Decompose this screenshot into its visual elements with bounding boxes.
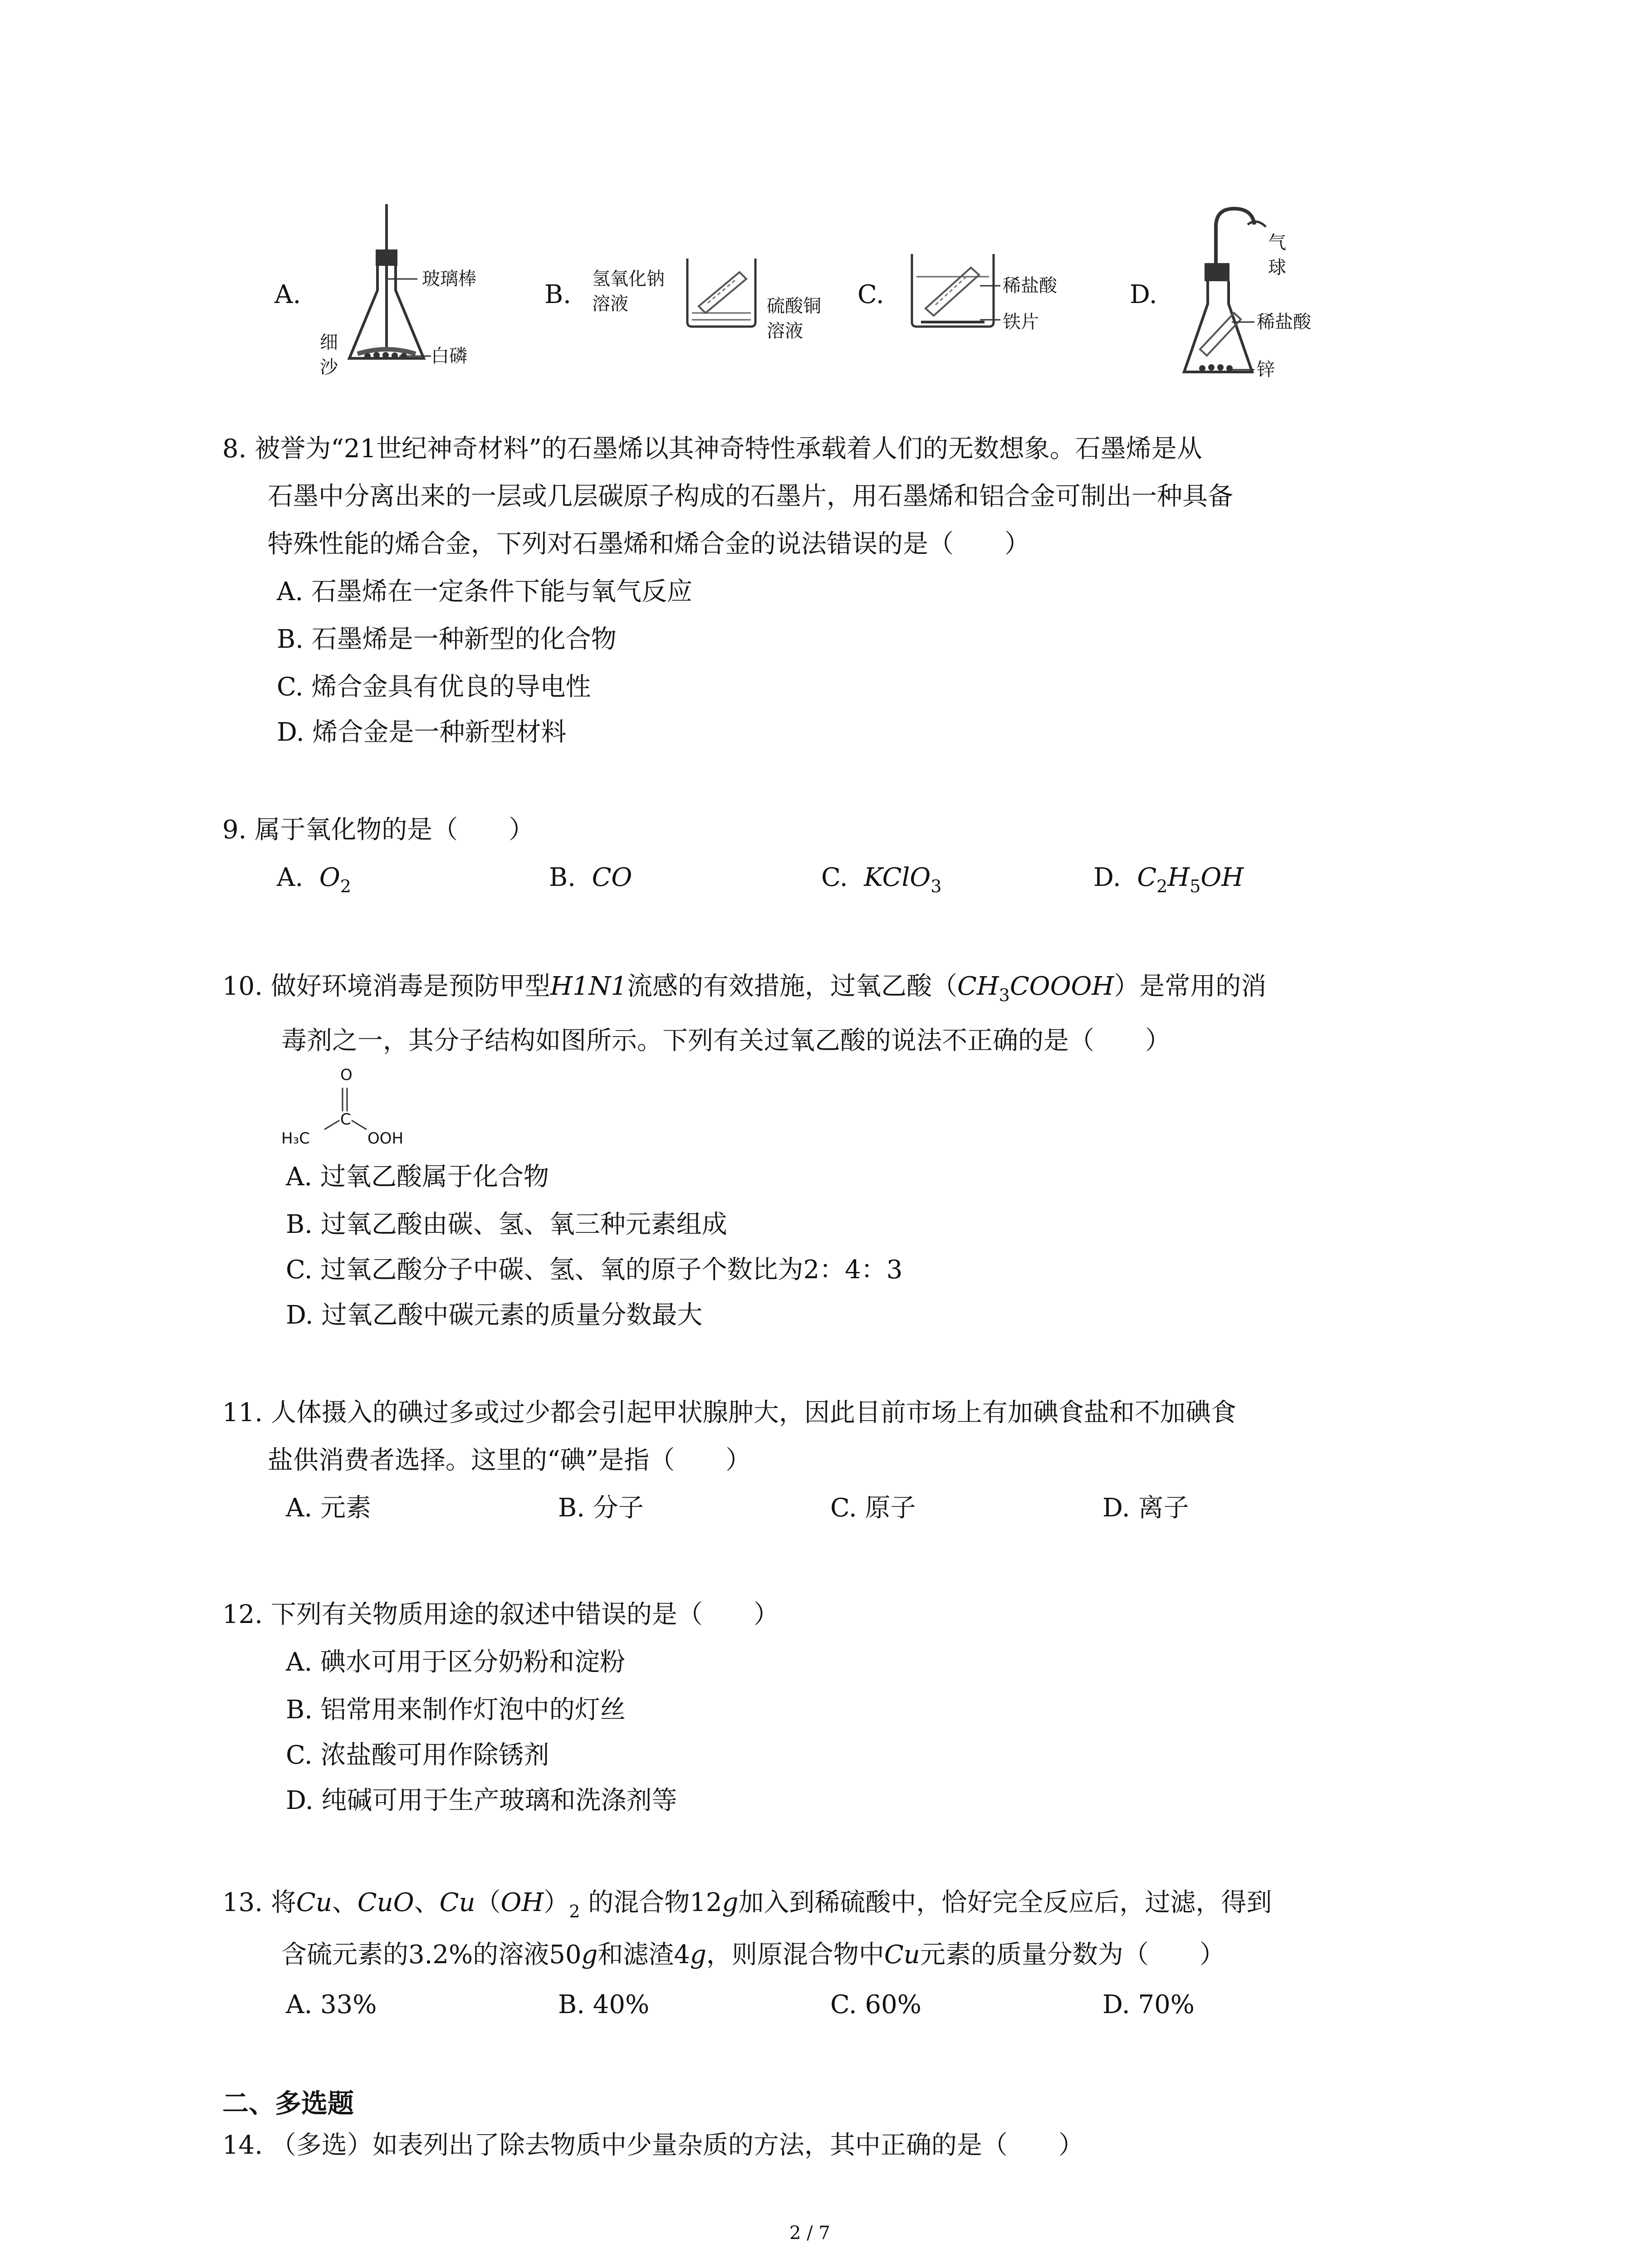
q8-option-b: B. 石墨烯是一种新型的化合物 [277,625,617,654]
q12-option-a: A. 碘水可用于区分奶粉和淀粉 [286,1647,626,1677]
q7-option-b-letter: B. [544,280,571,309]
q7-options [0,200,1641,399]
q7-figure-a-sand-label: 细 [320,332,338,353]
q10-stem-line-2: 毒剂之一，其分子结构如图所示。下列有关过氧乙酸的说法不正确的是（ ） [281,1026,1171,1056]
molecule-carbon-label: C [340,1110,351,1129]
section-2-title: 二、多选题 [222,2088,354,2119]
page-number: 2 / 7 [789,2223,830,2244]
molecule-oxygen-label: O [340,1066,353,1084]
q11-stem-line-2: 盐供消费者选择。这里的“碘”是指（ ） [268,1446,751,1475]
q10-option-d: D. 过氧乙酸中碳元素的质量分数最大 [286,1300,703,1330]
q9-option-b: B. CO [549,863,632,892]
q11-stem-line-1: 11. 人体摄入的碘过多或过少都会引起甲状腺肿大，因此目前市场上有加碘食盐和不加碘食 [222,1398,1236,1427]
q11-option-a: A. 元素 [286,1493,372,1523]
q9-option-d: D. $C_2H_5OH$ [1093,863,1244,896]
q7-figure-d-zinc-label: 锌 [1257,359,1275,380]
q9-option-c: C. KClO$_3$ [821,863,942,896]
q10-option-c: C. 过氧乙酸分子中碳、氢、氧的原子个数比为2：4：3 [286,1255,903,1285]
q10-option-b: B. 过氧乙酸由碳、氢、氧三种元素组成 [286,1210,727,1239]
q7-option-d-letter: D. [1130,280,1157,309]
q7-figure-b-beaker [681,249,762,331]
q13-option-a: A. 33% [286,1990,377,2019]
q7-option-a-letter: A. [274,280,301,309]
q13-stem-line-1: 13. 将Cu、CuO、$Cu(OH)_2$ 的混合物12g加入到稀硫酸中，恰好完全反应后，过滤，得到 [222,1888,1272,1921]
q13-stem-line-2: 含硫元素的3.2%的溶液50g和滤渣4g，则原混合物中Cu元素的质量分数为（ ） [281,1940,1225,1970]
q7-figure-d-hcl-label: 稀盐酸 [1257,312,1311,332]
q7-figure-b-naoh-label: 氢氧化钠 [592,269,665,289]
q8-option-c: C. 烯合金具有优良的导电性 [277,672,591,702]
q9-option-a: A. $O_2$ [277,863,351,896]
q11-option-d: D. 离子 [1102,1493,1189,1523]
q7-figure-b-cuso4-label-2: 溶液 [767,321,803,342]
q7-figure-d-balloon-label: 气 [1268,232,1286,253]
q8-option-a: A. 石墨烯在一定条件下能与氧气反应 [277,577,693,606]
q7-figure-c-hcl-label: 稀盐酸 [1003,275,1057,296]
q12-option-c: C. 浓盐酸可用作除锈剂 [286,1740,549,1770]
q7-figure-a-sand-label-2: 沙 [320,357,338,378]
molecule-ooh-label: OOH [367,1129,404,1148]
q7-option-c-letter: C. [857,280,884,309]
q7-figure-c-iron-label: 铁片 [1003,312,1039,332]
q8-option-d: D. 烯合金是一种新型材料 [277,718,567,747]
q7-figure-a-phosphorus-label: 白磷 [431,346,467,367]
q7-figure-c-beaker [903,245,1003,331]
q10-stem-line-1: 10. 做好环境消毒是预防甲型H1N1流感的有效措施，过氧乙酸$(CH_3COOOH)$是常用的消 [222,972,1267,1005]
molecule-methyl-label: H₃C [281,1129,310,1148]
q12-option-b: B. 铝常用来制作灯泡中的灯丝 [286,1695,626,1725]
q14-stem: 14. （多选）如表列出了除去物质中少量杂质的方法，其中正确的是（ ） [222,2131,1084,2160]
q7-figure-b-cuso4-label: 硫酸铜 [767,296,821,317]
q8-stem-line-1: 8. 被誉为“21世纪神奇材料”的石墨烯以其神奇特性承载着人们的无数想象。石墨烯是从 [222,434,1202,464]
q13-option-b: B. 40% [558,1990,650,2019]
q10-option-a: A. 过氧乙酸属于化合物 [286,1162,549,1192]
q7-figure-d-balloon-label-2: 球 [1268,257,1286,278]
q12-option-d: D. 纯碱可用于生产玻璃和洗涤剂等 [286,1786,677,1815]
q11-option-b: B. 分子 [558,1493,644,1523]
q7-figure-b-naoh-label-2: 溶液 [592,293,628,314]
q11-option-c: C. 原子 [830,1493,916,1523]
q7-figure-a-rod-label: 玻璃棒 [422,269,476,289]
q8-stem-line-2: 石墨中分离出来的一层或几层碳原子构成的石墨片，用石墨烯和铝合金可制出一种具备 [268,482,1233,511]
q13-option-d: D. 70% [1102,1990,1195,2019]
q10-molecule-diagram [281,1066,426,1157]
q8-stem-line-3: 特殊性能的烯合金，下列对石墨烯和烯合金的说法错误的是（ ） [268,529,1030,559]
q13-option-c: C. 60% [830,1990,921,2019]
q9-stem: 9. 属于氧化物的是（ ） [222,815,534,845]
q12-stem: 12. 下列有关物质用途的叙述中错误的是（ ） [222,1600,779,1629]
